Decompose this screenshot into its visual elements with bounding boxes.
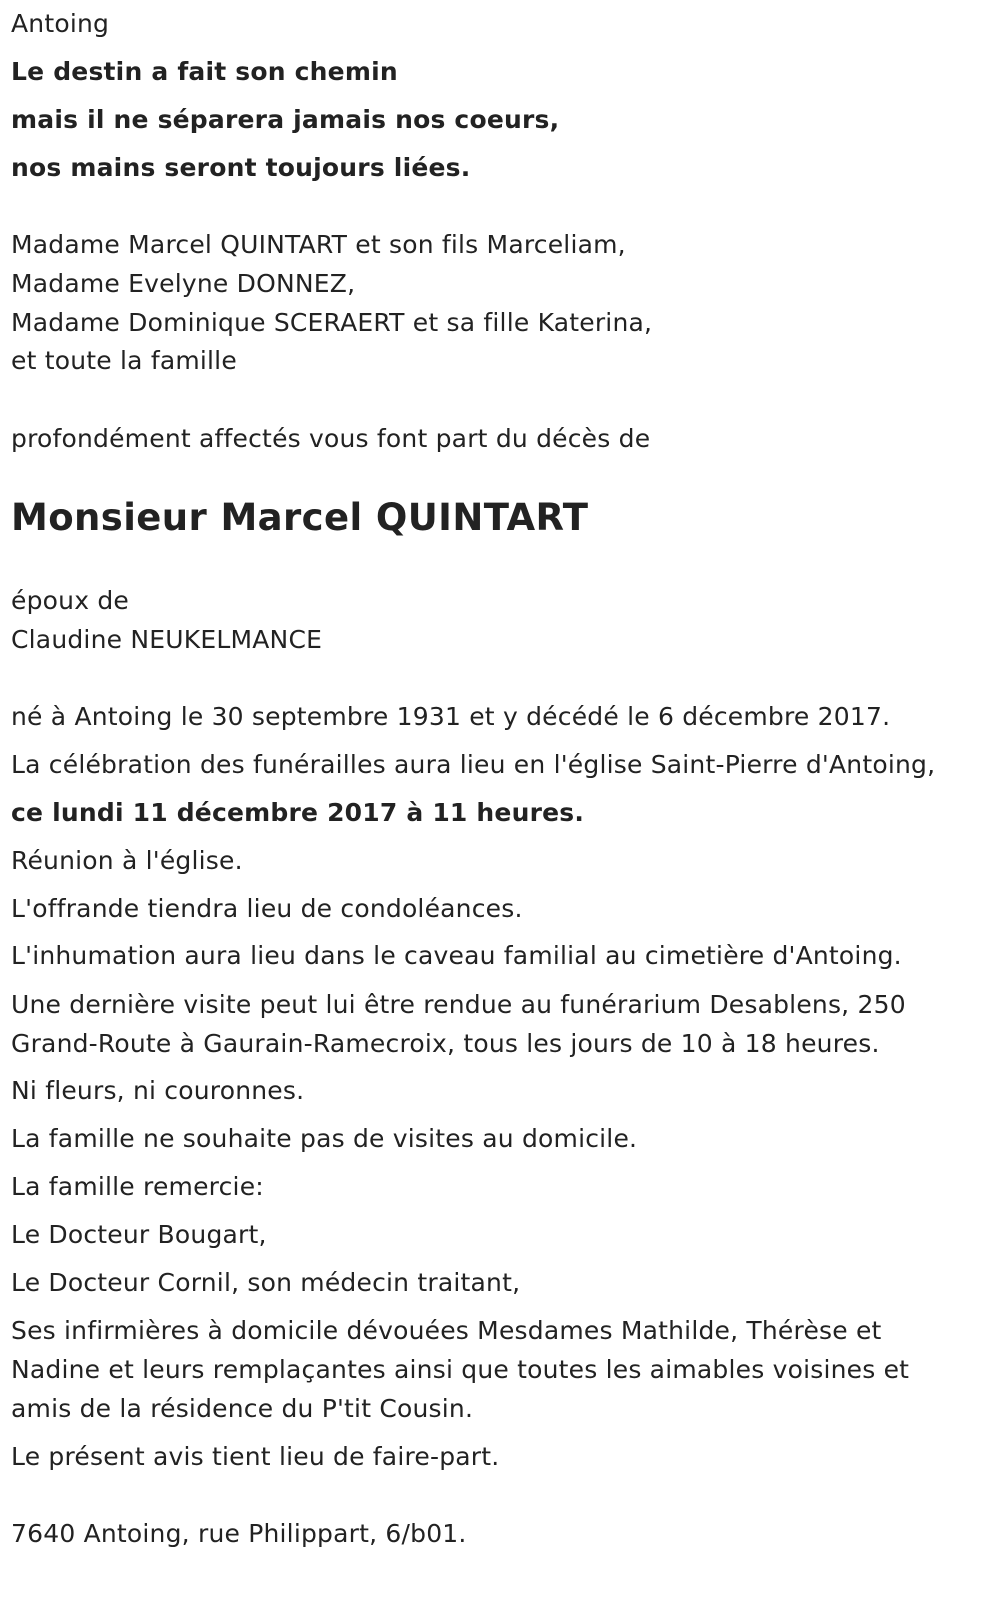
thanks-nurses-line-2: Nadine et leurs remplaçantes ainsi que toutes les aimables voisines et: [11, 1355, 910, 1384]
spouse-intro: époux de: [11, 586, 129, 615]
family-line-2: Madame Evelyne DONNEZ,: [11, 269, 356, 298]
thanks-nurses-line-1: Ses infirmières à domicile dévouées Mesdames Mathilde, Thérèse et: [11, 1316, 882, 1345]
ceremony-line: La célébration des funérailles aura lieu en l'église Saint-Pierre d'Antoing,: [11, 750, 936, 779]
thanks-doctor-1: Le Docteur Bougart,: [11, 1220, 267, 1249]
visit-line-2: Grand-Route à Gaurain-Ramecroix, tous les jours de 10 à 18 heures.: [11, 1029, 880, 1058]
meeting-line: Réunion à l'église.: [11, 846, 243, 875]
family-line-4: et toute la famille: [11, 346, 237, 375]
poem-line-1: Le destin a fait son chemin: [11, 57, 398, 86]
spouse-name: Claudine NEUKELMANCE: [11, 625, 323, 654]
thanks-nurses-line-3: amis de la résidence du P'tit Cousin.: [11, 1394, 474, 1423]
ceremony-date: ce lundi 11 décembre 2017 à 11 heures.: [11, 798, 585, 827]
location-heading: Antoing: [11, 9, 110, 38]
burial-line: L'inhumation aura lieu dans le caveau familial au cimetière d'Antoing.: [11, 941, 902, 970]
birth-death-line: né à Antoing le 30 septembre 1931 et y décédé le 6 décembre 2017.: [11, 702, 891, 731]
deceased-name: Monsieur Marcel QUINTART: [11, 496, 589, 539]
visit-line-1: Une dernière visite peut lui être rendue au funérarium Desablens, 250: [11, 990, 906, 1019]
no-home-visits-line: La famille ne souhaite pas de visites au domicile.: [11, 1124, 638, 1153]
no-flowers-line: Ni fleurs, ni couronnes.: [11, 1076, 305, 1105]
family-line-1: Madame Marcel QUINTART et son fils Marceliam,: [11, 230, 626, 259]
offering-line: L'offrande tiendra lieu de condoléances.: [11, 894, 523, 923]
notice-line: Le présent avis tient lieu de faire-part.: [11, 1442, 500, 1471]
family-line-3: Madame Dominique SCERAERT et sa fille Katerina,: [11, 308, 653, 337]
thanks-intro: La famille remercie:: [11, 1172, 264, 1201]
thanks-doctor-2: Le Docteur Cornil, son médecin traitant,: [11, 1268, 521, 1297]
announcement-text: profondément affectés vous font part du décès de: [11, 424, 651, 453]
poem-line-2: mais il ne séparera jamais nos coeurs,: [11, 105, 560, 134]
poem-line-3: nos mains seront toujours liées.: [11, 153, 471, 182]
address-line: 7640 Antoing, rue Philippart, 6/b01.: [11, 1519, 467, 1548]
